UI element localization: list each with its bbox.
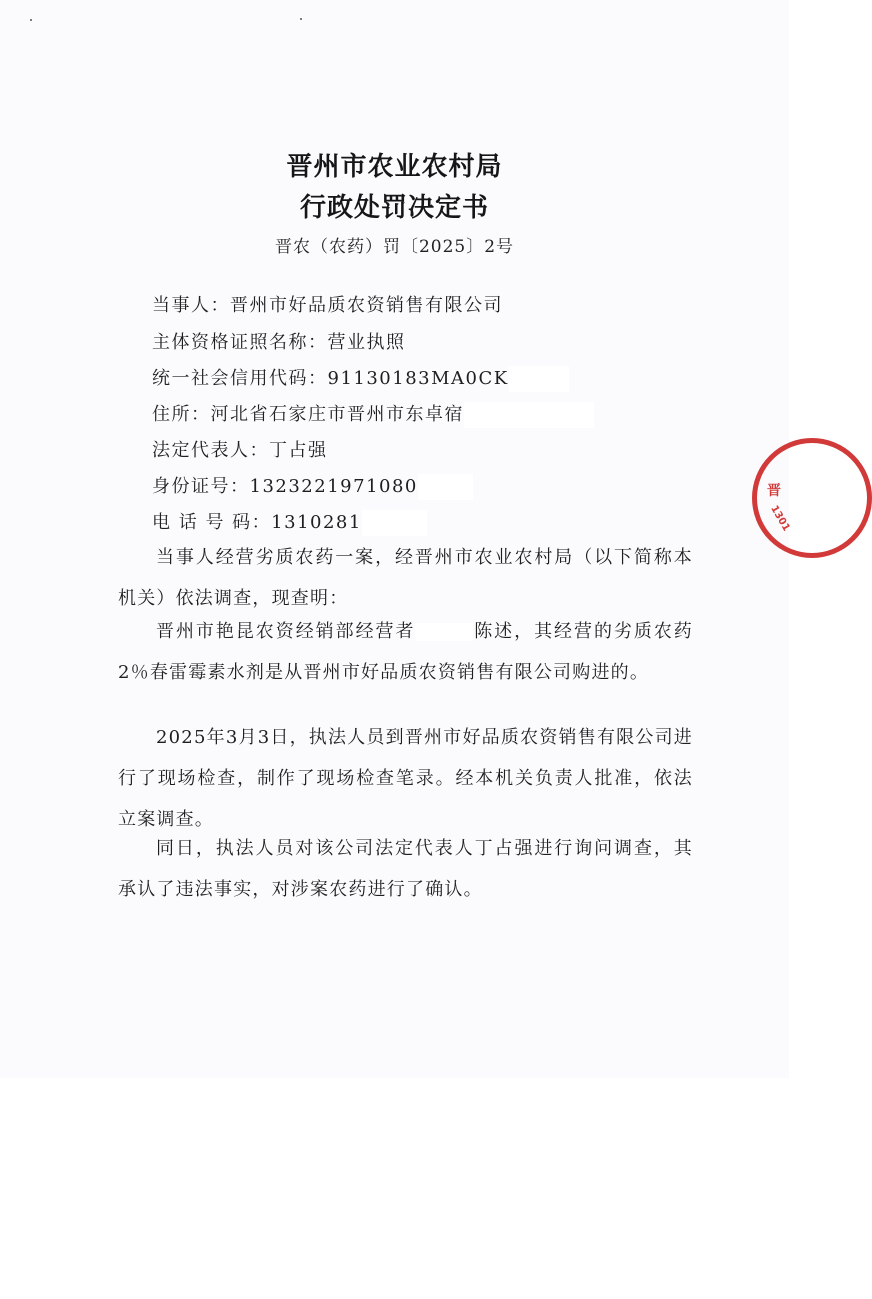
findings-text-before: 晋州市艳昆农资经销部经营者 [156, 621, 416, 642]
document-number: 晋农（农药）罚〔2025〕2号 [274, 237, 515, 257]
field-label: 电 话 号 码： [152, 512, 272, 533]
address-line [152, 400, 594, 428]
field-label: 住所： [152, 404, 211, 425]
field-value: 河北省石家庄市晋州市东卓宿 [210, 404, 464, 425]
field-value: 营业执照 [327, 332, 406, 353]
seal-character: 晋 [767, 483, 781, 499]
paragraph-inspection: 2025年3月3日，执法人员到晋州市好品质农资销售有限公司进行了现场检查，制作了现场检查笔录。经本机关负责人批准，依法立案调查。 [118, 727, 693, 830]
scan-speck [30, 19, 32, 21]
redaction-box [509, 366, 569, 392]
redaction-box [418, 474, 473, 500]
paragraph-inquiry: 同日，执法人员对该公司法定代表人丁占强进行询问调查，其承认了违法事实，对涉案农药进行了确认。 [118, 838, 693, 900]
phone-line [152, 508, 427, 536]
document-title: 行政处罚决定书 [299, 193, 489, 223]
legal-rep-line [152, 436, 328, 462]
agency-title: 晋州市农业农村局 [286, 152, 503, 182]
seal-code-text: 1301 [768, 503, 792, 534]
id-number-line [152, 472, 473, 500]
field-value: 丁占强 [269, 440, 328, 461]
license-type-line [152, 328, 406, 354]
field-value: 1310281 [271, 512, 362, 533]
paragraph-case-summary: 当事人经营劣质农药一案，经晋州市农业农村局（以下简称本机关）依法调查，现查明： [118, 547, 693, 609]
credit-code-line [152, 364, 569, 392]
field-label: 法定代表人： [152, 440, 269, 461]
field-value: 1323221971080 [249, 476, 418, 497]
findings-text-after: 陈述，其经营的劣质农药2％春雷霉素水剂是从晋州市好品质农资销售有限公司购进的。 [118, 621, 693, 683]
field-value: 91130183MA0CK [327, 368, 509, 389]
field-label: 身份证号： [152, 476, 250, 497]
paragraph-findings [118, 611, 693, 693]
scan-speck [300, 18, 302, 20]
field-value: 晋州市好品质农资销售有限公司 [230, 295, 503, 316]
field-label: 统一社会信用代码： [152, 368, 328, 389]
redaction-box [362, 510, 427, 536]
party-name-line [152, 291, 503, 317]
field-label: 当事人： [152, 295, 230, 316]
redaction-box [415, 623, 473, 641]
field-label: 主体资格证照名称： [152, 332, 328, 353]
redaction-box [464, 402, 594, 428]
